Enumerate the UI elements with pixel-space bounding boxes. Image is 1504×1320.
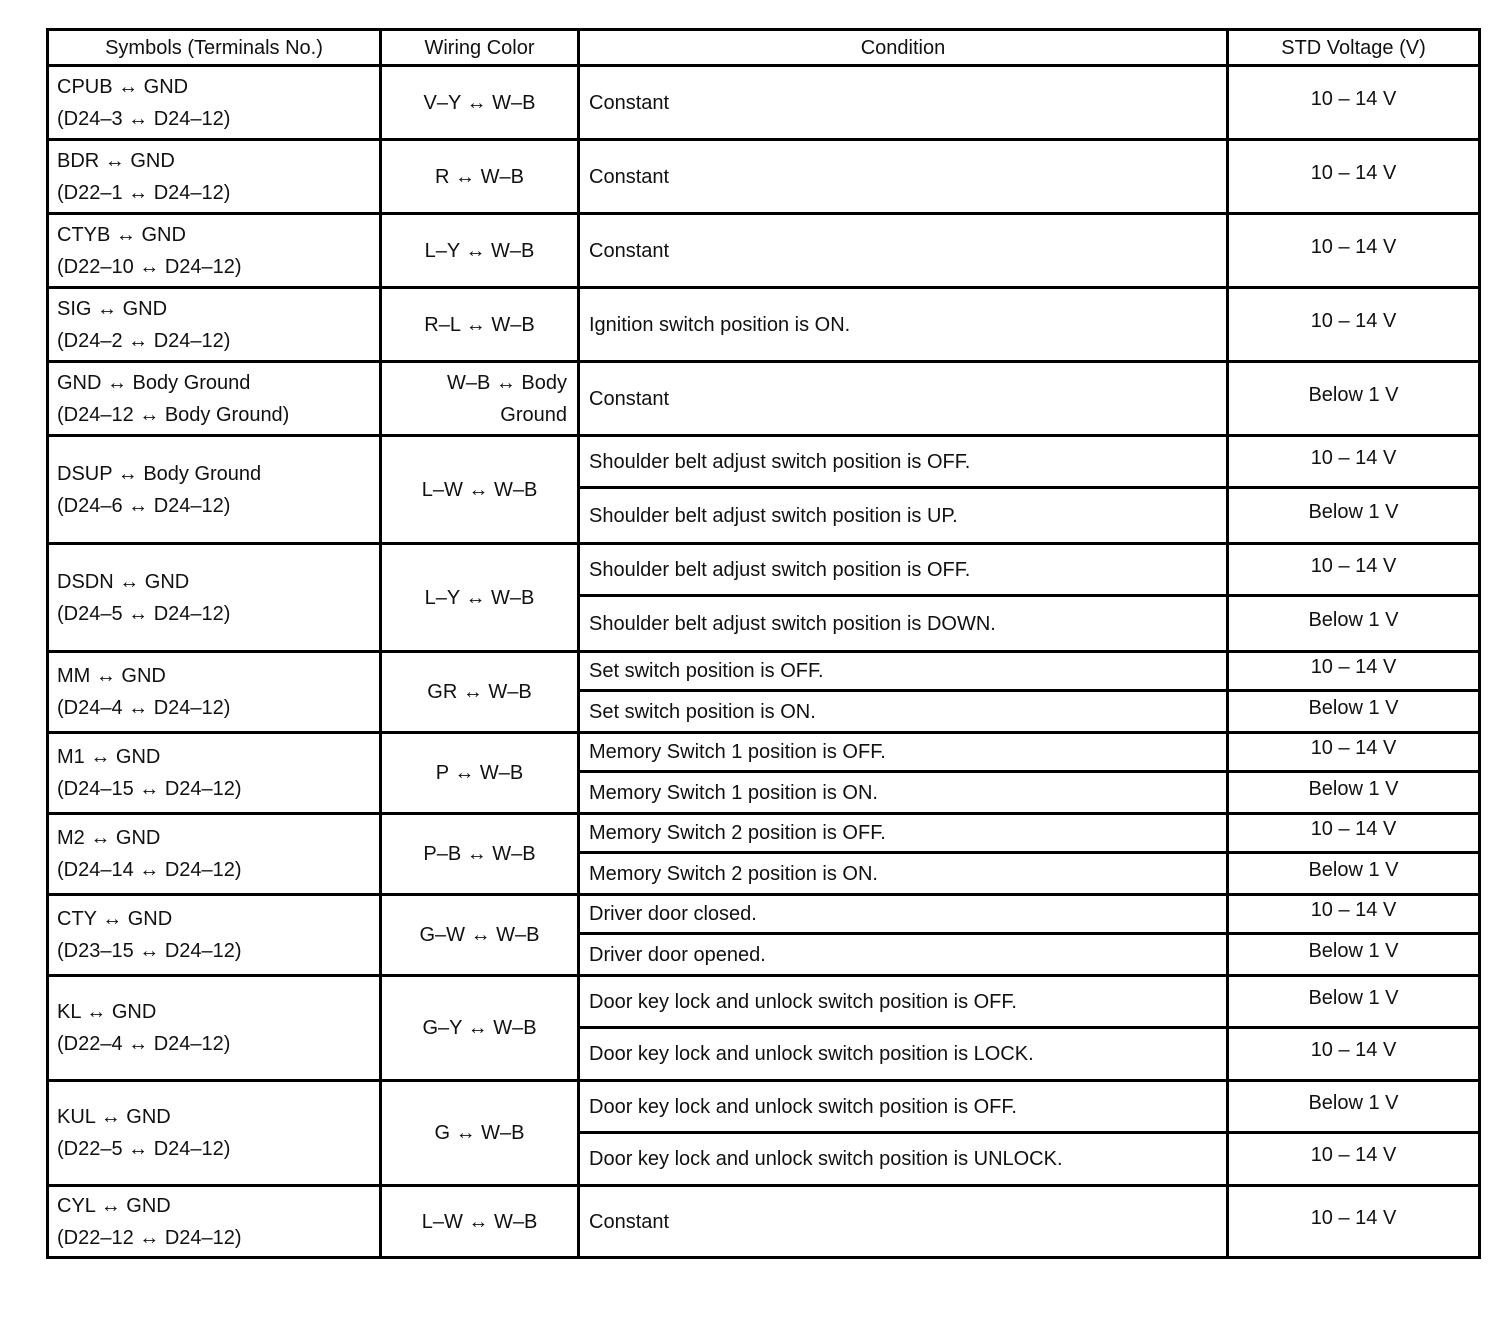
- condition-cell: Memory Switch 1 position is OFF.: [579, 733, 1228, 772]
- std-voltage-value: Below 1 V: [1308, 500, 1399, 523]
- symbol-cell: [48, 362, 381, 436]
- table-row: [48, 814, 1480, 853]
- std-voltage-value: Below 1 V: [1308, 1091, 1399, 1114]
- table-body: [48, 66, 1480, 1258]
- std-voltage-cell: [1228, 652, 1480, 691]
- terminal-numbers: (D24–2 ↔ D24–12): [57, 329, 231, 352]
- symbol-text: M1 ↔ GND: [57, 746, 161, 768]
- header-symbols: Symbols (Terminals No.): [48, 30, 381, 66]
- wiring-color-cell: L–Y ↔ W–B: [381, 544, 579, 652]
- std-voltage-cell: [1228, 1081, 1480, 1133]
- wiring-color-cell: G–W ↔ W–B: [381, 895, 579, 976]
- header-std-voltage: STD Voltage (V): [1228, 30, 1480, 66]
- table-row: [48, 140, 1480, 214]
- std-voltage-cell: [1228, 488, 1480, 544]
- terminal-numbers: (D23–15 ↔ D24–12): [57, 940, 242, 962]
- std-voltage-cell: [1228, 733, 1480, 772]
- wiring-color-cell: G ↔ W–B: [381, 1081, 579, 1186]
- std-voltage-cell: [1228, 976, 1480, 1028]
- wiring-color-cell: GR ↔ W–B: [381, 652, 579, 733]
- condition-cell: Constant: [579, 66, 1228, 140]
- symbol-text: SIG ↔ GND: [57, 297, 168, 320]
- condition-cell: Door key lock and unlock switch position is LOCK.: [579, 1028, 1228, 1081]
- symbol-text: CPUB ↔ GND: [57, 75, 189, 98]
- condition-cell: Memory Switch 2 position is ON.: [579, 853, 1228, 895]
- symbol-text: DSDN ↔ GND: [57, 570, 190, 593]
- condition-cell: Constant: [579, 214, 1228, 288]
- symbol-text: KL ↔ GND: [57, 1001, 157, 1023]
- condition-cell: Door key lock and unlock switch position is OFF.: [579, 976, 1228, 1028]
- table-row: [48, 733, 1480, 772]
- terminal-numbers: (D24–5 ↔ D24–12): [57, 602, 231, 625]
- condition-cell: Shoulder belt adjust switch position is OFF.: [579, 436, 1228, 488]
- std-voltage-value: 10 – 14 V: [1310, 1039, 1397, 1061]
- std-voltage-cell: [1228, 1028, 1480, 1081]
- symbol-cell: [48, 895, 381, 976]
- std-voltage-value: 10 – 14 V: [1310, 656, 1397, 678]
- condition-cell: Shoulder belt adjust switch position is OFF.: [579, 544, 1228, 596]
- std-voltage-value: Below 1 V: [1308, 939, 1399, 962]
- std-voltage-cell: [1228, 288, 1480, 362]
- wiring-color-cell: G–Y ↔ W–B: [381, 976, 579, 1081]
- condition-cell: Constant: [579, 1186, 1228, 1258]
- symbol-text: KUL ↔ GND: [57, 1106, 171, 1128]
- std-voltage-value: 10 – 14 V: [1310, 235, 1397, 258]
- std-voltage-cell: [1228, 214, 1480, 288]
- symbol-cell: [48, 1081, 381, 1186]
- symbol-cell: [48, 140, 381, 214]
- symbol-cell: [48, 288, 381, 362]
- wiring-color-line-1: W–B ↔ Body: [446, 371, 567, 394]
- table-row: [48, 362, 1480, 436]
- std-voltage-cell: [1228, 140, 1480, 214]
- condition-cell: Set switch position is ON.: [579, 691, 1228, 733]
- terminal-numbers: (D22–4 ↔ D24–12): [57, 1033, 231, 1055]
- condition-cell: Door key lock and unlock switch position is OFF.: [579, 1081, 1228, 1133]
- symbol-cell: [48, 544, 381, 652]
- condition-cell: Set switch position is OFF.: [579, 652, 1228, 691]
- symbol-text: CTYB ↔ GND: [57, 223, 186, 246]
- std-voltage-cell: [1228, 1133, 1480, 1186]
- std-voltage-cell: [1228, 814, 1480, 853]
- symbol-cell: [48, 814, 381, 895]
- condition-cell: Shoulder belt adjust switch position is UP.: [579, 488, 1228, 544]
- table-row: [48, 436, 1480, 488]
- std-voltage-value: 10 – 14 V: [1310, 309, 1397, 332]
- std-voltage-cell: [1228, 691, 1480, 733]
- terminal-numbers: (D24–14 ↔ D24–12): [57, 859, 242, 881]
- terminal-voltage-table: [46, 28, 1481, 1259]
- terminal-numbers: (D24–6 ↔ D24–12): [57, 494, 231, 517]
- header-wiring-color: Wiring Color: [381, 30, 579, 66]
- terminal-numbers: (D22–12 ↔ D24–12): [57, 1226, 242, 1249]
- wiring-color-cell: L–W ↔ W–B: [381, 1186, 579, 1258]
- wiring-color-cell: L–W ↔ W–B: [381, 436, 579, 544]
- table-row: [48, 976, 1480, 1028]
- symbol-text: MM ↔ GND: [57, 665, 166, 687]
- condition-cell: Driver door closed.: [579, 895, 1228, 934]
- std-voltage-value: 10 – 14 V: [1310, 87, 1397, 110]
- terminal-numbers: (D24–3 ↔ D24–12): [57, 107, 231, 130]
- symbol-text: CYL ↔ GND: [57, 1194, 171, 1217]
- std-voltage-cell: [1228, 436, 1480, 488]
- symbol-text: DSUP ↔ Body Ground: [57, 462, 262, 485]
- symbol-cell: [48, 214, 381, 288]
- std-voltage-cell: [1228, 895, 1480, 934]
- table-row: [48, 288, 1480, 362]
- table-row: [48, 895, 1480, 934]
- terminal-numbers: (D22–5 ↔ D24–12): [57, 1138, 231, 1160]
- condition-cell: Ignition switch position is ON.: [579, 288, 1228, 362]
- std-voltage-value: Below 1 V: [1308, 383, 1399, 406]
- symbol-text: CTY ↔ GND: [57, 908, 173, 930]
- std-voltage-cell: [1228, 1186, 1480, 1258]
- std-voltage-value: 10 – 14 V: [1310, 1206, 1397, 1229]
- table-row: [48, 66, 1480, 140]
- symbol-cell: [48, 976, 381, 1081]
- condition-cell: Constant: [579, 362, 1228, 436]
- condition-cell: Door key lock and unlock switch position is UNLOCK.: [579, 1133, 1228, 1186]
- terminal-numbers: (D24–12 ↔ Body Ground): [57, 403, 290, 426]
- terminal-numbers: (D22–1 ↔ D24–12): [57, 181, 231, 204]
- condition-cell: Memory Switch 1 position is ON.: [579, 772, 1228, 814]
- condition-cell: Driver door opened.: [579, 934, 1228, 976]
- symbol-text: M2 ↔ GND: [57, 827, 161, 849]
- std-voltage-value: 10 – 14 V: [1310, 899, 1397, 921]
- table-row: [48, 214, 1480, 288]
- std-voltage-value: Below 1 V: [1308, 608, 1399, 631]
- condition-cell: Memory Switch 2 position is OFF.: [579, 814, 1228, 853]
- symbol-text: BDR ↔ GND: [57, 149, 175, 172]
- std-voltage-cell: [1228, 853, 1480, 895]
- std-voltage-cell: [1228, 934, 1480, 976]
- symbol-text: GND ↔ Body Ground: [57, 371, 251, 394]
- wiring-color-cell: P–B ↔ W–B: [381, 814, 579, 895]
- symbol-cell: [48, 66, 381, 140]
- std-voltage-value: 10 – 14 V: [1310, 818, 1397, 840]
- table-row: [48, 1186, 1480, 1258]
- symbol-cell: [48, 733, 381, 814]
- symbol-cell: [48, 1186, 381, 1258]
- wiring-color-line-2: Ground: [500, 403, 567, 426]
- wiring-color-cell: R–L ↔ W–B: [381, 288, 579, 362]
- symbol-cell: [48, 436, 381, 544]
- std-voltage-cell: [1228, 362, 1480, 436]
- terminal-numbers: (D24–4 ↔ D24–12): [57, 697, 231, 719]
- std-voltage-cell: [1228, 544, 1480, 596]
- symbol-cell: [48, 652, 381, 733]
- std-voltage-value: 10 – 14 V: [1310, 161, 1397, 184]
- std-voltage-value: Below 1 V: [1308, 777, 1399, 800]
- condition-cell: Constant: [579, 140, 1228, 214]
- wiring-color-cell: P ↔ W–B: [381, 733, 579, 814]
- terminal-numbers: (D22–10 ↔ D24–12): [57, 255, 242, 278]
- condition-cell: Shoulder belt adjust switch position is DOWN.: [579, 596, 1228, 652]
- std-voltage-value: Below 1 V: [1308, 858, 1399, 881]
- std-voltage-value: 10 – 14 V: [1310, 554, 1397, 577]
- table-row: [48, 652, 1480, 691]
- std-voltage-cell: [1228, 596, 1480, 652]
- table-row: [48, 544, 1480, 596]
- wiring-color-cell: V–Y ↔ W–B: [381, 66, 579, 140]
- header-condition: Condition: [579, 30, 1228, 66]
- wiring-color-cell: [381, 362, 579, 436]
- table-row: [48, 1081, 1480, 1133]
- wiring-color-cell: R ↔ W–B: [381, 140, 579, 214]
- std-voltage-cell: [1228, 772, 1480, 814]
- std-voltage-cell: [1228, 66, 1480, 140]
- std-voltage-value: 10 – 14 V: [1310, 1144, 1397, 1166]
- header-row: [48, 30, 1480, 66]
- std-voltage-value: 10 – 14 V: [1310, 446, 1397, 469]
- std-voltage-value: Below 1 V: [1308, 986, 1399, 1009]
- std-voltage-value: 10 – 14 V: [1310, 737, 1397, 759]
- std-voltage-value: Below 1 V: [1308, 696, 1399, 719]
- wiring-color-cell: L–Y ↔ W–B: [381, 214, 579, 288]
- terminal-numbers: (D24–15 ↔ D24–12): [57, 778, 242, 800]
